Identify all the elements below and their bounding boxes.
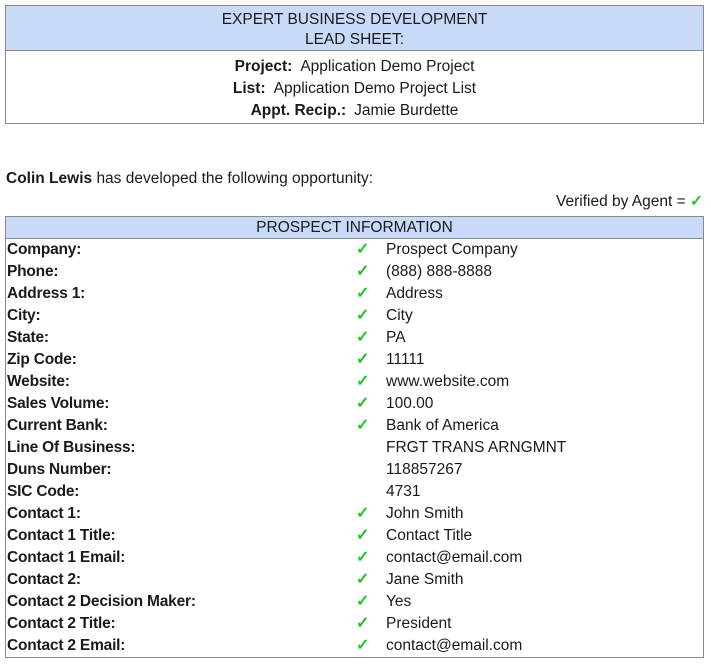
field-value: contact@email.com <box>386 549 523 566</box>
check-icon: ✓ <box>356 505 370 522</box>
check-icon: ✓ <box>356 549 370 566</box>
field-value: Yes <box>386 593 412 610</box>
prospect-information-table <box>5 216 704 658</box>
prospect-table-title: PROSPECT INFORMATION <box>6 217 703 239</box>
verified-label: Verified by Agent = <box>555 193 686 210</box>
lead-sheet-title <box>6 6 703 51</box>
check-icon: ✓ <box>356 307 370 324</box>
field-value: Jane Smith <box>386 571 464 588</box>
field-value: Bank of America <box>386 417 499 434</box>
check-icon: ✓ <box>356 527 370 544</box>
field-value: Contact Title <box>386 527 473 544</box>
check-icon: ✓ <box>356 263 370 280</box>
check-icon: ✓ <box>356 571 370 588</box>
field-value: 11111 <box>386 351 425 368</box>
table-row <box>6 481 703 503</box>
field-value: 4731 <box>386 483 421 500</box>
field-label: Contact 1 Email: <box>7 549 126 566</box>
field-label: Current Bank: <box>7 417 108 434</box>
table-row <box>6 569 703 591</box>
field-value: City <box>386 307 413 324</box>
table-row <box>6 349 703 371</box>
field-label: SIC Code: <box>7 483 80 500</box>
appt-recip-value: Jamie Burdette <box>354 102 459 119</box>
field-label: State: <box>7 329 49 346</box>
check-icon: ✓ <box>356 615 370 632</box>
field-value: PA <box>386 329 406 346</box>
field-label: City: <box>7 307 41 324</box>
field-label: Website: <box>7 373 70 390</box>
field-value: Address <box>386 285 443 302</box>
field-value: contact@email.com <box>386 637 523 654</box>
project-label: Project: <box>234 58 293 75</box>
field-label: Contact 2 Email: <box>7 637 126 654</box>
table-row <box>6 327 703 349</box>
field-value: FRGT TRANS ARNGMNT <box>386 439 567 456</box>
table-row <box>6 437 703 459</box>
field-label: Address 1: <box>7 285 86 302</box>
table-row <box>6 261 703 283</box>
field-label: Contact 1 Title: <box>7 527 116 544</box>
table-row <box>6 371 703 393</box>
appt-recip-field <box>6 100 703 122</box>
project-value: Application Demo Project <box>300 58 475 75</box>
agent-name: Colin Lewis <box>6 170 93 187</box>
intro-line <box>6 169 373 189</box>
list-value: Application Demo Project List <box>273 80 477 97</box>
field-value: John Smith <box>386 505 464 522</box>
title-line-2: LEAD SHEET: <box>304 31 405 48</box>
field-label: Line Of Business: <box>7 439 136 456</box>
check-icon: ✓ <box>356 417 370 434</box>
check-icon: ✓ <box>356 395 370 412</box>
check-icon: ✓ <box>356 285 370 302</box>
field-value: President <box>386 615 452 632</box>
table-row <box>6 547 703 569</box>
check-icon: ✓ <box>356 351 370 368</box>
table-row <box>6 613 703 635</box>
field-label: Duns Number: <box>7 461 112 478</box>
table-row <box>6 525 703 547</box>
table-row <box>6 503 703 525</box>
title-line-1: EXPERT BUSINESS DEVELOPMENT <box>221 11 488 28</box>
field-value: 100.00 <box>386 395 434 412</box>
verified-legend <box>556 192 703 212</box>
list-label: List: <box>232 80 266 97</box>
field-label: Contact 2 Title: <box>7 615 116 632</box>
check-icon: ✓ <box>690 193 703 210</box>
table-row <box>6 591 703 613</box>
field-label: Contact 2 Decision Maker: <box>7 593 196 610</box>
check-icon: ✓ <box>356 241 370 258</box>
lead-sheet-header <box>5 5 704 124</box>
field-value: (888) 888-8888 <box>386 263 492 280</box>
list-field <box>6 78 703 100</box>
field-label: Phone: <box>7 263 59 280</box>
check-icon: ✓ <box>356 593 370 610</box>
check-icon: ✓ <box>356 637 370 654</box>
header-fields <box>6 51 703 122</box>
field-label: Zip Code: <box>7 351 77 368</box>
field-value: Prospect Company <box>386 241 518 258</box>
check-icon: ✓ <box>356 373 370 390</box>
field-label: Sales Volume: <box>7 395 110 412</box>
table-row <box>6 239 703 261</box>
appt-recip-label: Appt. Recip.: <box>250 102 347 119</box>
field-label: Contact 2: <box>7 571 81 588</box>
table-row <box>6 459 703 481</box>
table-row <box>6 393 703 415</box>
table-row <box>6 283 703 305</box>
field-label: Contact 1: <box>7 505 81 522</box>
field-label: Company: <box>7 241 82 258</box>
field-value: 118857267 <box>386 461 463 478</box>
field-value: www.website.com <box>386 373 510 390</box>
table-row <box>6 635 703 657</box>
table-row <box>6 415 703 437</box>
intro-text: has developed the following opportunity: <box>96 170 374 187</box>
project-field <box>6 56 703 78</box>
prospect-rows <box>6 239 703 657</box>
check-icon: ✓ <box>356 329 370 346</box>
table-row <box>6 305 703 327</box>
